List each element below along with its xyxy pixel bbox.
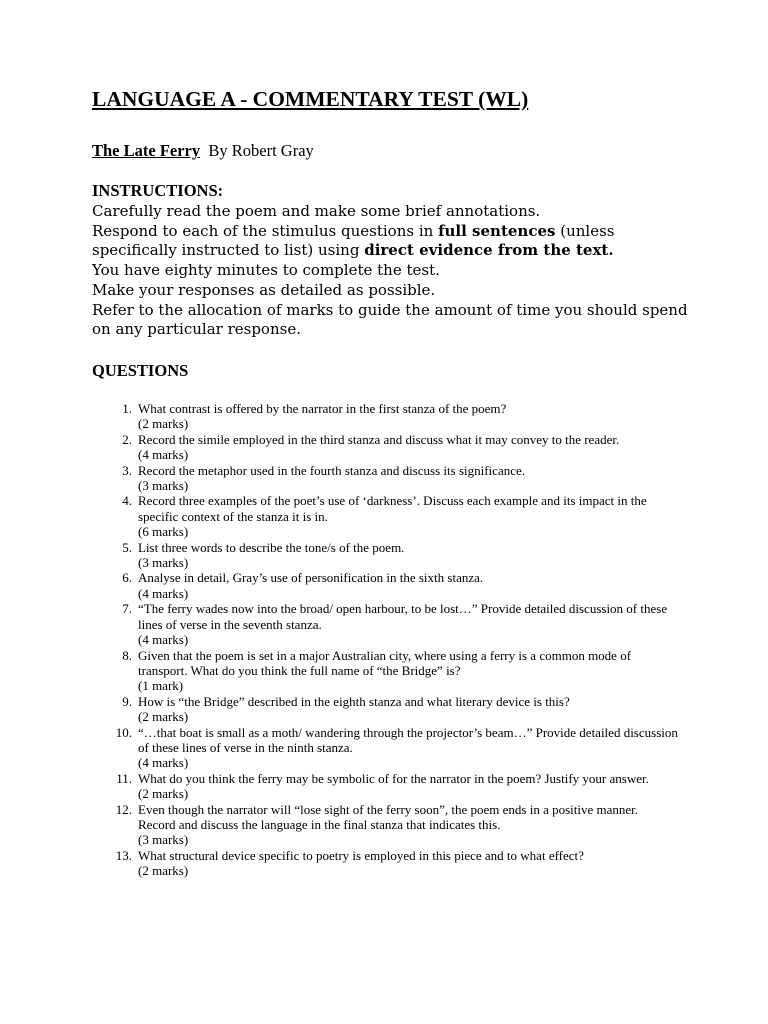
question-text: Analyse in detail, Gray’s use of personification in the sixth stanza. xyxy=(138,570,484,586)
instruction-text: Carefully read the poem and make some brief annotations. xyxy=(92,202,541,220)
question-number: 5. xyxy=(122,539,132,555)
question-text: Record three examples of the poet’s use of ‘darkness’. Discuss each example and its impact in the specific context of the stanza it is in. xyxy=(138,493,647,524)
question-number: 11. xyxy=(116,770,132,786)
instruction-text: Refer to the allocation of marks to guide the amount of time you should spend on any particular response. xyxy=(92,300,688,339)
instruction-text: (unless specifically instructed to list) using xyxy=(92,221,615,260)
question-number: 1. xyxy=(122,401,132,416)
question-marks: (4 marks) xyxy=(138,755,189,771)
instruction-emphasis: full sentences xyxy=(438,221,556,240)
questions-heading: QUESTIONS xyxy=(92,361,189,380)
question-item xyxy=(0,463,678,494)
question-marks: (4 marks) xyxy=(138,585,189,601)
question-marks: (6 marks) xyxy=(138,524,189,540)
question-item xyxy=(0,694,678,725)
instruction-text: You have eighty minutes to complete the test. xyxy=(92,261,440,280)
question-item xyxy=(0,540,678,571)
question-item xyxy=(0,432,678,463)
question-marks: (1 mark) xyxy=(138,678,184,694)
instruction-line xyxy=(92,261,692,281)
question-text: Even though the narrator will “lose sight of the ferry soon”, the poem ends in a positive manner. Record and discuss the language in the final stanza that indicates this. xyxy=(138,801,639,832)
instruction-line xyxy=(92,222,692,261)
instructions-block xyxy=(92,202,692,340)
question-marks: (2 marks) xyxy=(138,863,189,879)
question-marks: (3 marks) xyxy=(138,832,189,848)
instruction-line xyxy=(92,202,692,222)
question-text: What contrast is offered by the narrator in the first stanza of the poem? xyxy=(138,401,507,416)
question-marks: (4 marks) xyxy=(138,447,189,463)
question-text: How is “the Bridge” described in the eighth stanza and what literary device is this? xyxy=(138,693,570,709)
question-number: 9. xyxy=(122,693,132,709)
question-number: 2. xyxy=(122,431,132,447)
question-number: 13. xyxy=(115,847,132,863)
poem-author: By Robert Gray xyxy=(208,141,314,160)
question-text: “…that boat is small as a moth/ wandering through the projector’s beam…” Provide detailed discussion of these lines of verse in the ninth stanza. xyxy=(138,724,678,755)
question-text: “The ferry wades now into the broad/ open harbour, to be lost…” Provide detailed discussion of these lines of verse in the seventh stanza. xyxy=(138,601,668,632)
question-item xyxy=(0,725,678,771)
questions-list xyxy=(0,401,768,879)
question-text: List three words to describe the tone/s of the poem. xyxy=(138,539,405,555)
question-number: 3. xyxy=(122,462,132,478)
instruction-text: Make your responses as detailed as possible. xyxy=(92,280,436,299)
question-number: 8. xyxy=(122,647,132,663)
document-title: LANGUAGE A - COMMENTARY TEST (WL) xyxy=(92,87,529,111)
question-text: Record the simile employed in the third stanza and discuss what it may convey to the reader. xyxy=(138,431,620,447)
question-marks: (4 marks) xyxy=(138,632,189,648)
question-marks: (2 marks) xyxy=(138,416,189,432)
instructions-heading: INSTRUCTIONS: xyxy=(92,181,224,200)
poem-title: The Late Ferry xyxy=(92,141,201,160)
question-text: Given that the poem is set in a major Australian city, where using a ferry is a common mode of transport. What do you think the full name of “the Bridge” is? xyxy=(138,647,632,678)
question-item xyxy=(0,570,678,601)
instruction-text: Respond to each of the stimulus questions in xyxy=(92,221,439,240)
question-text: Record the metaphor used in the fourth stanza and discuss its significance. xyxy=(138,462,526,478)
question-number: 6. xyxy=(122,570,132,586)
question-marks: (2 marks) xyxy=(138,786,189,802)
question-item xyxy=(0,802,678,848)
question-marks: (2 marks) xyxy=(138,709,189,725)
question-item xyxy=(0,648,678,694)
question-item xyxy=(0,771,678,802)
question-item xyxy=(0,493,678,539)
question-text: What structural device specific to poetry is employed in this piece and to what effect? xyxy=(138,847,584,863)
question-number: 10. xyxy=(115,724,132,740)
instruction-emphasis: direct evidence from the text. xyxy=(364,241,614,260)
question-number: 12. xyxy=(115,801,132,817)
question-item xyxy=(0,601,678,647)
question-marks: (3 marks) xyxy=(138,478,189,494)
instruction-line xyxy=(92,281,692,301)
question-number: 4. xyxy=(122,493,132,509)
question-marks: (3 marks) xyxy=(138,555,189,571)
poem-heading xyxy=(92,141,314,161)
question-item xyxy=(0,401,678,432)
instruction-line xyxy=(92,301,692,340)
question-number: 7. xyxy=(122,601,132,617)
question-item xyxy=(0,848,678,879)
question-text: What do you think the ferry may be symbolic of for the narrator in the poem? Justify your answer. xyxy=(138,770,649,786)
